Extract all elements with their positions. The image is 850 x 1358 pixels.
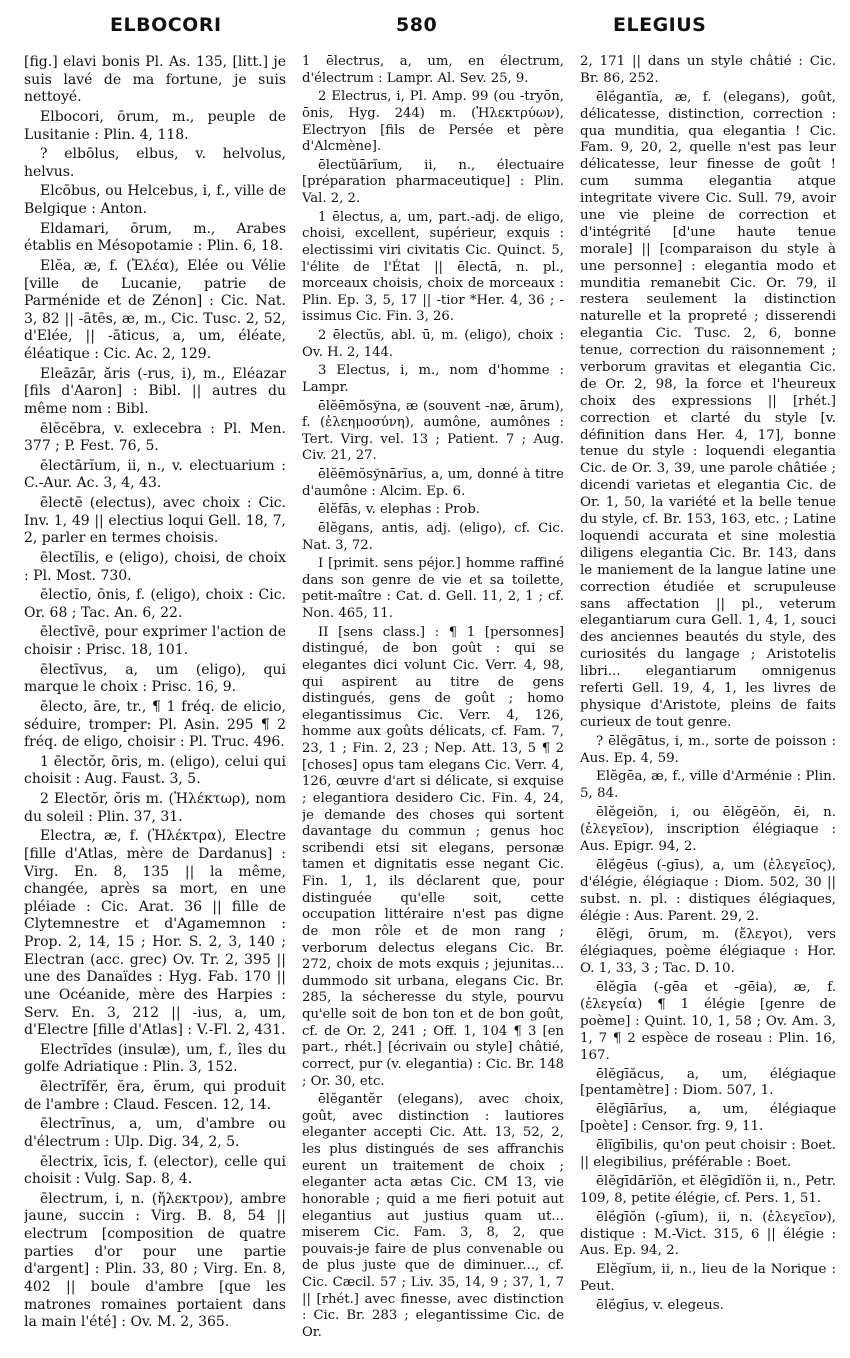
dictionary-entry: ēlĭgībilis, qu'on peut choisir : Boet. || elegibilius, préférable : Boet. (580, 1138, 836, 1170)
dictionary-entry: ēlectrĭnus, a, um, d'ambre ou d'électrum : Ulp. Dig. 34, 2, 5. (24, 1116, 286, 1150)
dictionary-entry: ēlectē (electus), avec choix : Cic. Inv. 1, 49 || electius loqui Gell. 18, 7, 2, parler en termes choisis. (24, 495, 286, 547)
column-2 (302, 54, 564, 1349)
dictionary-entry: ēlĕgīŏn (-gīum), ii, n. (ἐλεγεῖον), distique : M.-Vict. 315, 6 || élégie : Aus. Ep. 94, 2. (580, 1209, 836, 1259)
dictionary-entry: ēlĕcĕbra, v. exlecebra : Pl. Men. 377 ; P. Fest. 76, 5. (24, 420, 286, 455)
dictionary-entry: 2, 171 || dans un style châtié : Cic. Br. 86, 252. (580, 54, 836, 86)
dictionary-entry: 2 Electrus, i, Pl. Amp. 99 (ou -tryōn, ōnis, Hyg. 244) m. (Ἠλεκτρύων), Electryon [fils de Persée et père d'Alcmène]. (302, 89, 564, 155)
dictionary-entry: ēlectĭlis, e (eligo), choisi, de choix : Pl. Most. 730. (24, 549, 286, 584)
dictionary-entry: Elĕa, æ, f. (Ἐλέα), Elée ou Vélie [ville de Lucanie, patrie de Parménide et de Zénon] : Cic. Nat. 3, 82 || -ātēs, æ, m., Cic. Tusc. 2, 52, d'Elée, || -āticus, a, um, éléate, éléatique : Cic. Ac. 2, 129. (24, 257, 286, 362)
dictionary-entry: ēlĕgi, ōrum, m. (ἔλεγοι), vers élégiaques, poème élégiaque : Hor. O. 1, 33, 3 ; Tac. D. 10. (580, 927, 836, 977)
dictionary-entry: ēlĕgēus (-gīus), a, um (ἐλεγεῖος), d'élégie, élégiaque : Diom. 502, 30 || subst. n. pl. : distiques élégiaques, élégie : Aus. Parent. 29, 2. (580, 857, 836, 924)
dictionary-entry: Electrĭdes (insulæ), um, f., îles du golfe Adriatique : Plin. 3, 152. (24, 1041, 286, 1076)
dictionary-entry: ēlĕfās, v. elephas : Prob. (318, 502, 480, 518)
dictionary-entry: Elĕgēa, æ, f., ville d'Arménie : Plin. 5, 84. (580, 769, 836, 802)
dictionary-entry: 1 ēlectrus, a, um, en électrum, d'électrum : Lampr. Al. Sev. 25, 9. (302, 54, 564, 86)
dictionary-entry: ēlectīvē, pour exprimer l'action de choisir : Prisc. 18, 101. (24, 624, 286, 658)
dictionary-entry: ēlĕgīārĭus, a, um, élégiaque [poète] : Censor. frg. 9, 11. (580, 1102, 836, 1135)
dictionary-entry: ēlĕgīăcus, a, um, élégiaque [pentamètre] : Diom. 507, 1. (580, 1066, 836, 1099)
dictionary-entry: ēlĕēmŏsўna, æ (souvent -næ, ārum), f. (ἐλεημοσύνη), aumône, aumônes : Tert. Virg. vel. 13 ; Patient. 7 ; Aug. Civ. 21, 27. (302, 398, 564, 464)
page-number: 580 (396, 14, 438, 36)
dictionary-entry: ēlectĭo, ōnis, f. (eligo), choix : Cic. Or. 68 ; Tac. An. 6, 22. (24, 587, 286, 621)
guide-word-right: ELEGIUS (613, 14, 707, 36)
dictionary-entry: I [primit. sens péjor.] homme raffiné dans son genre de vie et sa toilette, petit-maître : Cat. d. Gell. 11, 2, 1 ; cf. Non. 465, 11. (302, 556, 564, 621)
dictionary-entry: ēlectŭārĭum, ii, n., électuaire [préparation pharmaceutique] : Plin. Val. 2, 2. (302, 157, 564, 206)
dictionary-entry: ēlĕgantĭa, æ, f. (elegans), goût, délicatesse, distinction, correction : qua munditia, qua elegantia ! Cic. Fam. 9, 20, 2, quelle n'est pas leur délicatesse, leur finesse de goût ! cum summa elegantia atque integritate vivere Cic. Sull. 79, avoir une vie pleine de correction et d'intégrité [d'une haute tenue morale] || [comparaison du style à une personne] : elegantia modo et munditia remanebit Cic. Or. 79, il restera seulement la distinction naturelle et la propreté ; disserendi elegantia Cic. Tusc. 2, 6, bonne tenue, correction du raisonnement ; verborum gravitas et elegantia Cic. de Or. 2, 98, la force et l'heureux choix des expressions || [rhét.] correction et clarté du style [v. définition dans Her. 4, 17], bonne tenue du style : loquendi elegantia Cic. de Or. 3, 39, une parole châtiée ; dicendi varietas et elegantia Cic. de Or. 1, 50, la variété et la belle tenue du style, cf. Br. 153, 163, etc. ; Latine loquendi accurata et sine molestia diligens elegantia Cic. Br. 143, dans le maniement de la langue latine une correction étudiée et scrupuleuse sans affectation || pl., veterum elegantiarum cura Gell. 1, 4, 1, souci des anciennes beautés du style, des curiosités du langage ; Aristotelis libri... elegantiarum omnigenus referti Gell. 19, 4, 1, les livres de physique d'Aristote, pleins de faits curieux de tout genre. (580, 89, 836, 730)
dictionary-entry: ēlectrĭfĕr, ĕra, ĕrum, qui produit de l'ambre : Claud. Fescen. 12, 14. (24, 1079, 286, 1113)
dictionary-entry: Elbocori, ōrum, m., peuple de Lusitanie : Plin. 4, 118. (24, 108, 286, 143)
dictionary-entry: 3 Electus, i, m., nom d'homme : Lampr. (302, 363, 564, 395)
dictionary-entry: ēlĕgīus, v. elegeus. (596, 1298, 724, 1314)
dictionary-entry: ēlĕgeiŏn, i, ou ēlĕgēŏn, ēi, n. (ἐλεγεῖον), inscription élégiaque : Aus. Epigr. 94, 2. (580, 805, 836, 854)
dictionary-entry: 1 ēlectus, a, um, part.-adj. de eligo, choisi, excellent, supérieur, exquis : electissimi viri civitatis Cic. Quinct. 5, l'élite de l'État || ēlectā, n. pl., morceaux choisis, choix de morceaux : Plin. Ep. 3, 5, 17 || -tior *Her. 4, 36 ; -issimus Cic. Fin. 3, 26. (302, 209, 564, 325)
dictionary-entry: ēlĕgans, antis, adj. (eligo), cf. Cic. Nat. 3, 72. (302, 520, 564, 553)
dictionary-entry: Eleāzār, ăris (-rus, i), m., Eléazar [fils d'Aaron] : Bibl. || autres du même nom : Bibl. (24, 365, 286, 417)
dictionary-entry: 1 ēlectŏr, ōris, m. (eligo), celui qui choisit : Aug. Faust. 3, 5. (24, 753, 286, 788)
dictionary-entry: Electra, æ, f. (Ἠλέκτρα), Electre [fille d'Atlas, mère de Dardanus] : Virg. En. 8, 135 || la même, changée, après sa mort, en une pléiade : Cic. Arat. 36 || fille de Clytemnestre et d'Agamemnon : Prop. 2, 14, 15 ; Hor. S. 2, 3, 140 ; Electran (acc. grec) Ov. Tr. 2, 395 || une des Danaïdes : Hyg. Fab. 170 || une Océanide, mère des Harpies : Serv. En. 3, 212 || -ius, a, um, d'Electre [fille d'Atlas] : V.-Fl. 2, 431. (24, 828, 286, 1039)
dictionary-entry: ēlecto, āre, tr., ¶ 1 fréq. de elicio, séduire, tromper: Pl. Asin. 295 ¶ 2 fréq. de eligo, choisir : Pl. Truc. 496. (24, 698, 286, 751)
page-header (0, 0, 850, 52)
dictionary-entry: ēlectrix, īcis, f. (elector), celle qui choisit : Vulg. Sap. 8, 4. (24, 1153, 286, 1188)
dictionary-entry: ēlectrum, i, n. (ἤλεκτρον), ambre jaune, succin : Virg. B. 8, 54 || electrum [composition de quatre parties d'or pour une partie d'argent] : Plin. 33, 80 ; Virg. En. 8, 402 || boule d'ambre [que les matrones romaines portaient dans la main l'été] : Ov. M. 2, 365. (24, 1190, 286, 1331)
dictionary-entry: ēlĕgantĕr (elegans), avec choix, goût, avec distinction : lautiores eleganter accepti Cic. Att. 13, 52, 2, les plus distingués de ses affranchis eurent un traitement de choix ; eleganter acta ætas Cic. CM 13, vie honorable ; quid a me fieri potuit aut elegantius aut justius quam ut... miserem Cic. Fam. 3, 8, 2, que pouvais-je faire de plus convenable ou de plus juste que de diminuer..., cf. Cic. Cæcil. 57 ; Liv. 35, 14, 9 ; 37, 1, 7 || [rhét.] avec finesse, avec distinction : Cic. Br. 283 ; elegantissime Cic. de Or. (302, 1092, 564, 1340)
dictionary-entry: Elcōbus, ou Helcebus, i, f., ville de Belgique : Anton. (24, 183, 286, 217)
dictionary-entry: 2 Electŏr, ŏris m. (Ἠλέκτωρ), nom du soleil : Plin. 37, 31. (24, 791, 286, 825)
dictionary-entry: ? ēlĕgātus, i, m., sorte de poisson : Aus. Ep. 4, 59. (580, 733, 836, 766)
dictionary-entry: [fig.] elavi bonis Pl. As. 135, [litt.] je suis lavé de ma fortune, je suis nettoyé. (24, 54, 286, 106)
dictionary-entry: II [sens class.] : ¶ 1 [personnes] distingué, de bon goût : qui se elegantes dici volunt Cic. Verr. 4, 98, qui aspirent au titre de gens distingués, gens de goût ; homo elegantissimus Cic. Verr. 4, 126, homme aux goûts délicats, cf. Fam. 7, 23, 1 ; Fin. 2, 23 ; Nep. Att. 13, 5 ¶ 2 [choses] opus tam elegans Cic. Verr. 4, 126, œuvre d'art si délicate, si exquise ; elegantiora desidero Cic. Fin. 4, 24, je demande des choses qui sortent davantage du commun ; genus hoc scribendi etsi sit elegans, personæ tamen et dignitatis esse negant Cic. Fin. 1, 1, ils déclarent que, pour distinguée qu'elle soit, cette occupation littéraire n'est pas digne de mon rôle et de mon rang ; verborum delectus elegans Cic. Br. 272, choix de mots exquis ; jejunitas... dummodo sit urbana, elegans Cic. Br. 285, la sécheresse du style, pourvu qu'elle soit de bon ton et de bon goût, cf. de Or. 2, 241 ; Off. 1, 104 ¶ 3 [en part., rhét.] [écrivain ou style] châtié, correct, pur (v. elegantia) : Cic. Br. 148 ; Or. 30, etc. (302, 624, 564, 1089)
dictionary-entry: ēlectīvus, a, um (eligo), qui marque le choix : Prisc. 16, 9. (24, 661, 286, 696)
dictionary-entry: 2 ēlectŭs, abl. ū, m. (eligo), choix : Ov. H. 2, 144. (302, 328, 564, 360)
dictionary-entry: ēlĕēmŏsўnārĭus, a, um, donné à titre d'aumône : Alcim. Ep. 6. (302, 467, 564, 499)
dictionary-entry: ēlĕgīa (-gēa et -gēia), æ, f. (ἐλεγεία) ¶ 1 élégie [genre de poème] : Quint. 10, 1, 58 ; Ov. Am. 3, 1, 7 ¶ 2 espèce de roseau : Plin. 16, 167. (580, 980, 836, 1063)
dictionary-entry: Elĕgĭum, ii, n., lieu de la Norique : Peut. (580, 1262, 836, 1295)
dictionary-entry: ēlĕgīdārĭŏn, et ēlĕgīdĭŏn ii, n., Petr. 109, 8, petite élégie, cf. Pers. 1, 51. (580, 1173, 836, 1206)
guide-word-left: ELBOCORI (110, 14, 222, 36)
column-1 (24, 54, 286, 1349)
dictionary-entry: Eldamari, ōrum, m., Arabes établis en Mésopotamie : Plin. 6, 18. (24, 220, 286, 255)
column-3 (580, 54, 836, 1349)
dictionary-entry: ēlectārĭum, ii, n., v. electuarium : C.-Aur. Ac. 3, 4, 43. (24, 457, 286, 492)
dictionary-entry: ? elbōlus, elbus, v. helvolus, helvus. (24, 146, 286, 180)
